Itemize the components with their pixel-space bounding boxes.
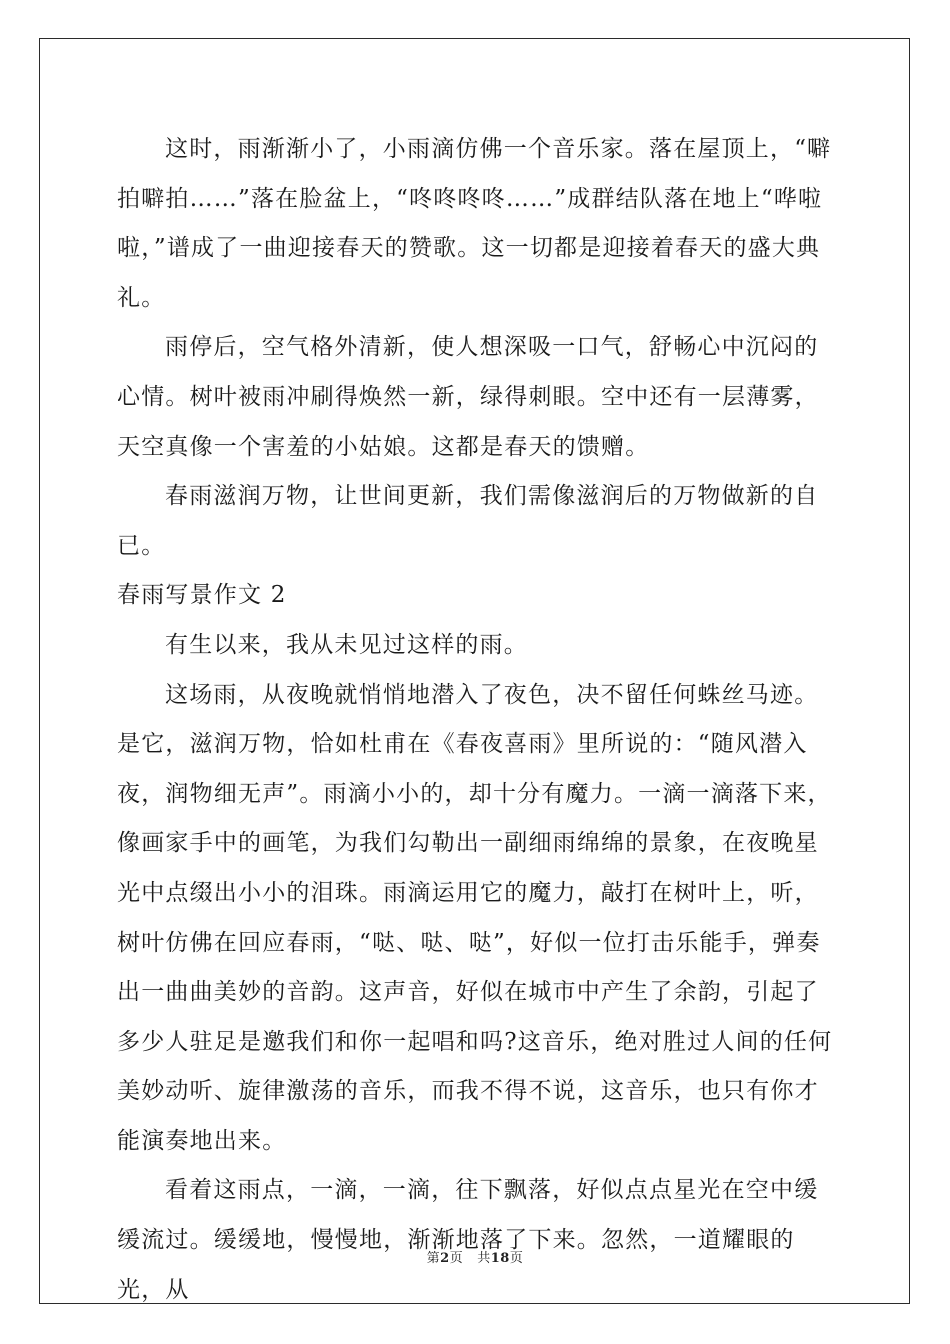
page-footer bbox=[0, 1247, 950, 1266]
page-unit: 页 bbox=[449, 1251, 464, 1266]
document-body bbox=[117, 125, 837, 1315]
paragraph-raindrops-falling: 看着这雨点，一滴，一滴，往下飘落，好似点点星光在空中缓缓流过。缓缓地，慢慢地，渐渐地落了下来。忽然，一道耀眼的光，从 bbox=[117, 1177, 819, 1303]
paragraph-after-rain: 雨停后，空气格外清新，使人想深吸一口气，舒畅心中沉闷的心情。树叶被雨冲刷得焕然一新，绿得刺眼。空中还有一层薄雾，天空真像一个害羞的小姑娘。这都是春天的馈赠。 bbox=[117, 334, 819, 460]
total-unit: 页 bbox=[509, 1251, 524, 1266]
total-pages: 18 bbox=[490, 1251, 510, 1266]
paragraph-night-rain: 这场雨，从夜晚就悄悄地潜入了夜色，决不留任何蛛丝马迹。是它，滋润万物，恰如杜甫在《春夜喜雨》里所说的：“随风潜入夜，润物细无声”。雨滴小小的，却十分有魔力。一滴一滴落下来，像画家手中的画笔，为我们勾勒出一副细雨绵绵的景象，在夜晚星光中点缀出小小的泪珠。雨滴运用它的魔力，敲打在树叶上，听，树叶仿佛在回应春雨，“哒、哒、哒”，好似一位打击乐能手，弹奏出一曲曲美妙的音韵。这声音，好似在城市中产生了余韵，引起了多少人驻足是邀我们和你一起唱和吗?这音乐，绝对胜过人间的任何美妙动听、旋律激荡的音乐，而我不得不说，这音乐，也只有你才能演奏地出来。 bbox=[117, 681, 833, 1154]
page-prefix: 第 bbox=[426, 1251, 441, 1266]
paragraph-conclusion: 春雨滋润万物，让世间更新，我们需像滋润后的万物做新的自已。 bbox=[117, 483, 819, 559]
essay-heading: 春雨写景作文 2 bbox=[117, 582, 287, 609]
paragraph-never-seen: 有生以来，我从未见过这样的雨。 bbox=[165, 631, 528, 658]
total-prefix: 共 bbox=[477, 1251, 491, 1266]
paragraph-rain-music: 这时，雨渐渐小了，小雨滴仿佛一个音乐家。落在屋顶上，“噼拍噼拍……”落在脸盆上，“咚咚咚咚……”成群结队落在地上“哗啦啦，”谱成了一曲迎接春天的赞歌。这一切都是迎接着春天的盛大典礼。 bbox=[117, 136, 832, 311]
page-number: 2 bbox=[440, 1251, 450, 1266]
